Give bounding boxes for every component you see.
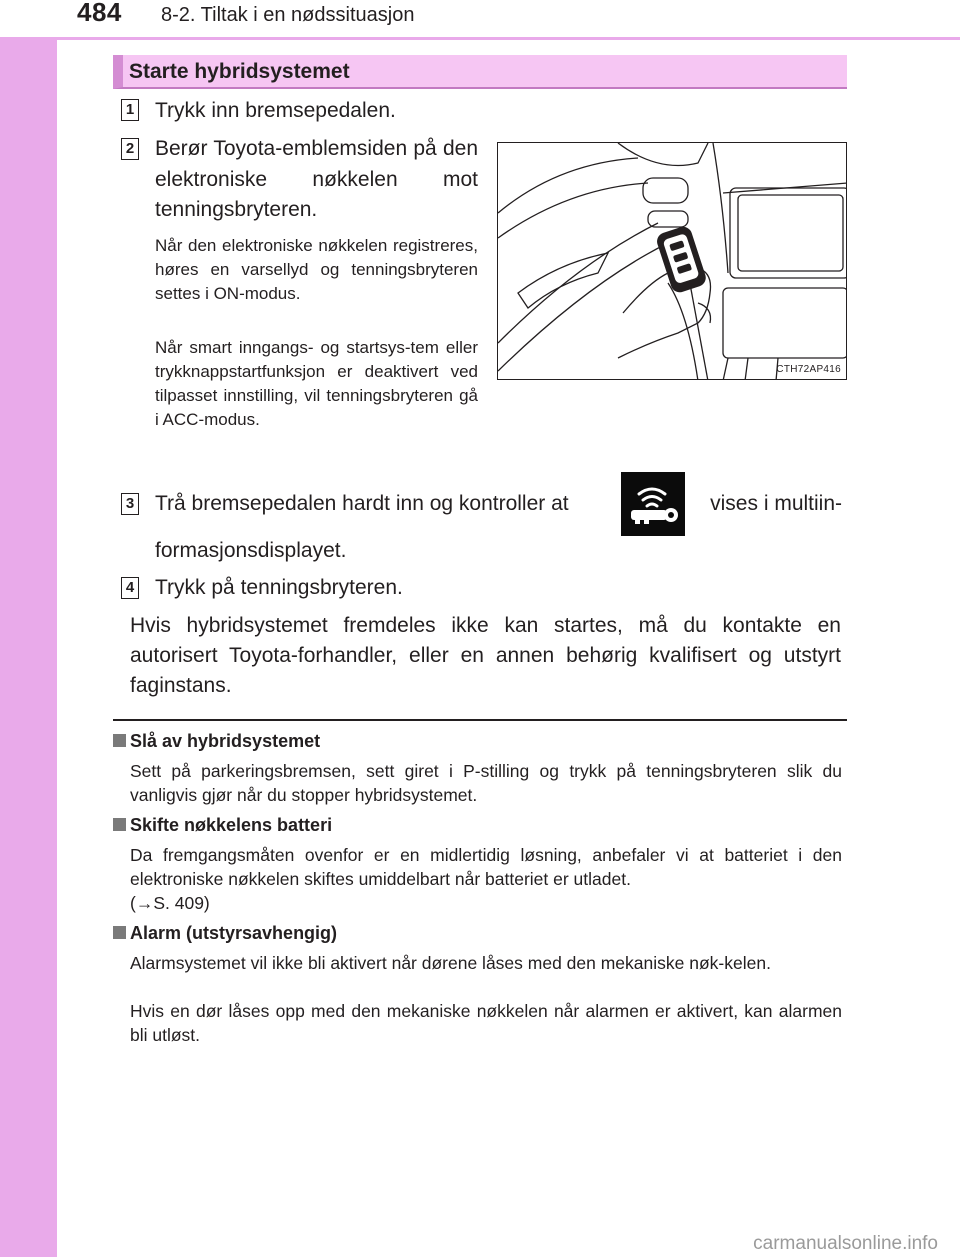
page-header [0,0,960,37]
step-note: Når smart inngangs- og startsys-tem eller trykknappstartfunksjon er deaktivert ved tilpasset innstilling, vil tenningsbryteren gå i ACC-modus. [155,338,478,429]
step-number: 3 [121,493,139,515]
key-signal-indicator-icon [621,472,685,536]
step-number: 4 [121,577,139,599]
note-heading: Alarm (utstyrsavhengig) [113,923,337,944]
step-text-before-icon: Trå bremsepedalen hardt inn og kontroller at [155,492,569,515]
step-number: 1 [121,99,139,121]
note-body: Alarmsystemet vil ikke bli aktivert når dørene låses med den mekaniske nøk-kelen. [130,953,771,973]
note-body: Da fremgangsmåten ovenfor er en midlertidig løsning, anbefaler vi at batteriet i den elektroniske nøkkelen skiftes umiddelbart når batteriet er utladet. [130,845,842,889]
bullet-square-icon [113,926,126,939]
step-number: 2 [121,138,139,160]
page-reference: (→S. 409) [130,893,210,913]
header-rule [57,37,960,40]
step-text: Trykk inn bremsepedalen. [155,99,396,122]
note-heading: Slå av hybridsystemet [113,731,320,752]
chapter-title: 8-2. Tiltak i en nødssituasjon [161,4,415,26]
key-on-ignition-drawing [498,143,847,380]
note-body: Sett på parkeringsbremsen, sett giret i P-stilling og trykk på tenningsbryteren slik du vanligvis gjør når du stopper hybridsystemet. [130,761,842,805]
bullet-square-icon [113,734,126,747]
step-text-continued: formasjonsdisplayet. [155,539,347,562]
hand-holding-key-illustration [497,142,847,380]
step-text: Trykk på tenningsbryteren. [155,576,403,599]
key-signal-icon-drawing [621,472,685,536]
closing-paragraph: Hvis hybridsystemet fremdeles ikke kan startes, må du kontakte en autorisert Toyota-forhandler, eller en annen behørig kvalifisert og utstyrt faginstans. [130,614,841,697]
step-note: Når den elektroniske nøkkelen registreres, høres en varsellyd og tenningsbryteren settes i ON-modus. [155,236,478,303]
section-title: Starte hybridsystemet [113,55,847,89]
step-text: Berør Toyota-emblemsiden på den elektroniske nøkkelen mot tenningsbryteren. [155,137,478,221]
illustration-code: CTH72AP416 [776,364,841,375]
step-text-after-icon: vises i multiin- [710,492,842,515]
note-body: Hvis en dør låses opp med den mekaniske nøkkelen når alarmen er aktivert, kan alarmen bli utløst. [130,1001,842,1045]
note-heading: Skifte nøkkelens batteri [113,815,332,836]
bullet-square-icon [113,818,126,831]
page-number: 484 [77,0,122,27]
side-tab-strip [0,0,57,1257]
section-divider [113,719,847,721]
watermark: carmanualsonline.info [753,1233,938,1254]
